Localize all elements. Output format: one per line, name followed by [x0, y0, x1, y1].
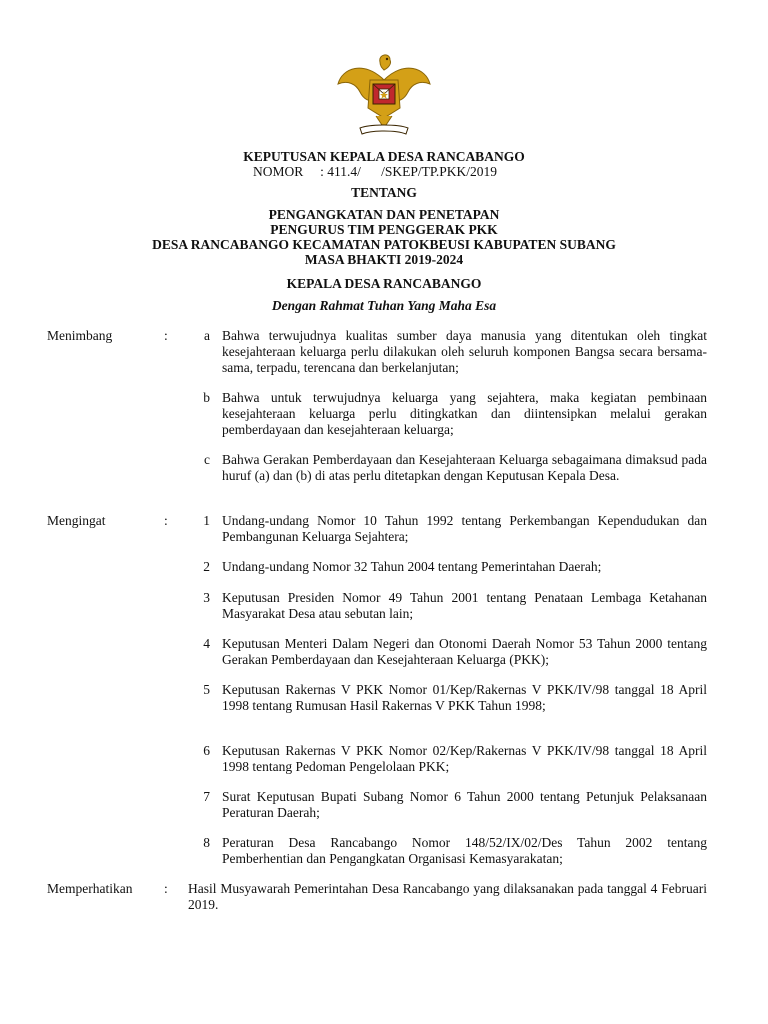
item-text: Undang-undang Nomor 10 Tahun 1992 tentang Perkembangan Kependudukan dan Pembangunan Keluarga Sejahtera;	[222, 513, 707, 544]
item-text: Keputusan Menteri Dalam Negeri dan Otonomi Daerah Nomor 53 Tahun 2000 tentang Gerakan Pemberdayaan dan Kesejahteraan Keluarga (PKK);	[222, 636, 707, 667]
item-text: Undang-undang Nomor 32 Tahun 2004 tentang Pemerintahan Daerah;	[222, 559, 602, 574]
subject-line-4: MASA BHAKTI 2019-2024	[304, 252, 464, 267]
item-marker: 7	[203, 789, 210, 804]
menimbang-label: Menimbang	[47, 328, 113, 343]
item-marker: a	[204, 328, 210, 343]
subject-line-2: PENGURUS TIM PENGGERAK PKK	[270, 222, 498, 237]
memperhatikan-colon: :	[164, 881, 168, 896]
item-marker: 2	[203, 559, 210, 574]
item-marker: 5	[203, 682, 210, 697]
item-marker: 4	[203, 636, 210, 651]
memperhatikan-text: Hasil Musyawarah Pemerintahan Desa Rancabango yang dilaksanakan pada tanggal 4 Februari 2019.	[188, 881, 707, 912]
item-marker: c	[204, 452, 210, 467]
memperhatikan-label: Memperhatikan	[47, 881, 133, 896]
item-text: Bahwa Gerakan Pemberdayaan dan Kesejahteraan Keluarga sebagaimana dimaksud pada huruf (a) dan (b) di atas perlu ditetapkan dengan Keputusan Kepala Desa.	[222, 452, 707, 483]
item-text: Peraturan Desa Rancabango Nomor 148/52/IX/02/Des Tahun 2002 tentang Pemberhentian dan Pengangkatan Organisasi Kemasyarakatan;	[222, 835, 707, 866]
item-text: Bahwa terwujudnya kualitas sumber daya manusia yang ditentukan oleh tingkat kesejahteraan keluarga perlu dilakukan oleh seluruh komponen Bangsa secara bersama-sama, terpadu, terencana dan berkelanjutan;	[222, 328, 707, 375]
item-marker: b	[203, 390, 210, 405]
item-text: Keputusan Presiden Nomor 49 Tahun 2001 tentang Penataan Lembaga Ketahanan Masyarakat Desa atau sebutan lain;	[222, 590, 707, 621]
item-marker: 1	[203, 513, 210, 528]
mengingat-label: Mengingat	[47, 513, 106, 528]
item-marker: 3	[203, 590, 210, 605]
mengingat-colon: :	[164, 513, 168, 528]
decree-title: KEPUTUSAN KEPALA DESA RANCABANGO	[243, 149, 525, 164]
item-marker: 6	[203, 743, 210, 758]
blessing-line: Dengan Rahmat Tuhan Yang Maha Esa	[271, 298, 497, 313]
item-text: Keputusan Rakernas V PKK Nomor 01/Kep/Rakernas V PKK/IV/98 tanggal 18 April 1998 tentang Rumusan Hasil Rakernas V PKK Tahun 1998;	[222, 682, 707, 713]
item-text: Keputusan Rakernas V PKK Nomor 02/Kep/Rakernas V PKK/IV/98 tanggal 18 April 1998 tentang Pedoman Pengelolaan PKK;	[222, 743, 707, 774]
tentang-heading: TENTANG	[351, 185, 417, 200]
menimbang-colon: :	[164, 328, 168, 343]
item-marker: 8	[203, 835, 210, 850]
decree-number: NOMOR : 411.4/ /SKEP/TP.PKK/2019	[252, 164, 498, 179]
subject-line-1: PENGANGKATAN DAN PENETAPAN	[268, 207, 500, 222]
item-text: Surat Keputusan Bupati Subang Nomor 6 Tahun 2000 tentang Petunjuk Pelaksanaan Peraturan Daerah;	[222, 789, 707, 820]
subject-line-3: DESA RANCABANGO KECAMATAN PATOKBEUSI KABUPATEN SUBANG	[152, 237, 616, 252]
official-title: KEPALA DESA RANCABANGO	[286, 276, 482, 291]
item-text: Bahwa untuk terwujudnya keluarga yang sejahtera, maka kegiatan pembinaan kesejahteraan keluarga perlu ditingkatkan dan diintensipkan melalui gerakan pemberdayaan dan kesejahteraan keluarga;	[222, 390, 707, 437]
garuda-emblem	[334, 50, 434, 136]
